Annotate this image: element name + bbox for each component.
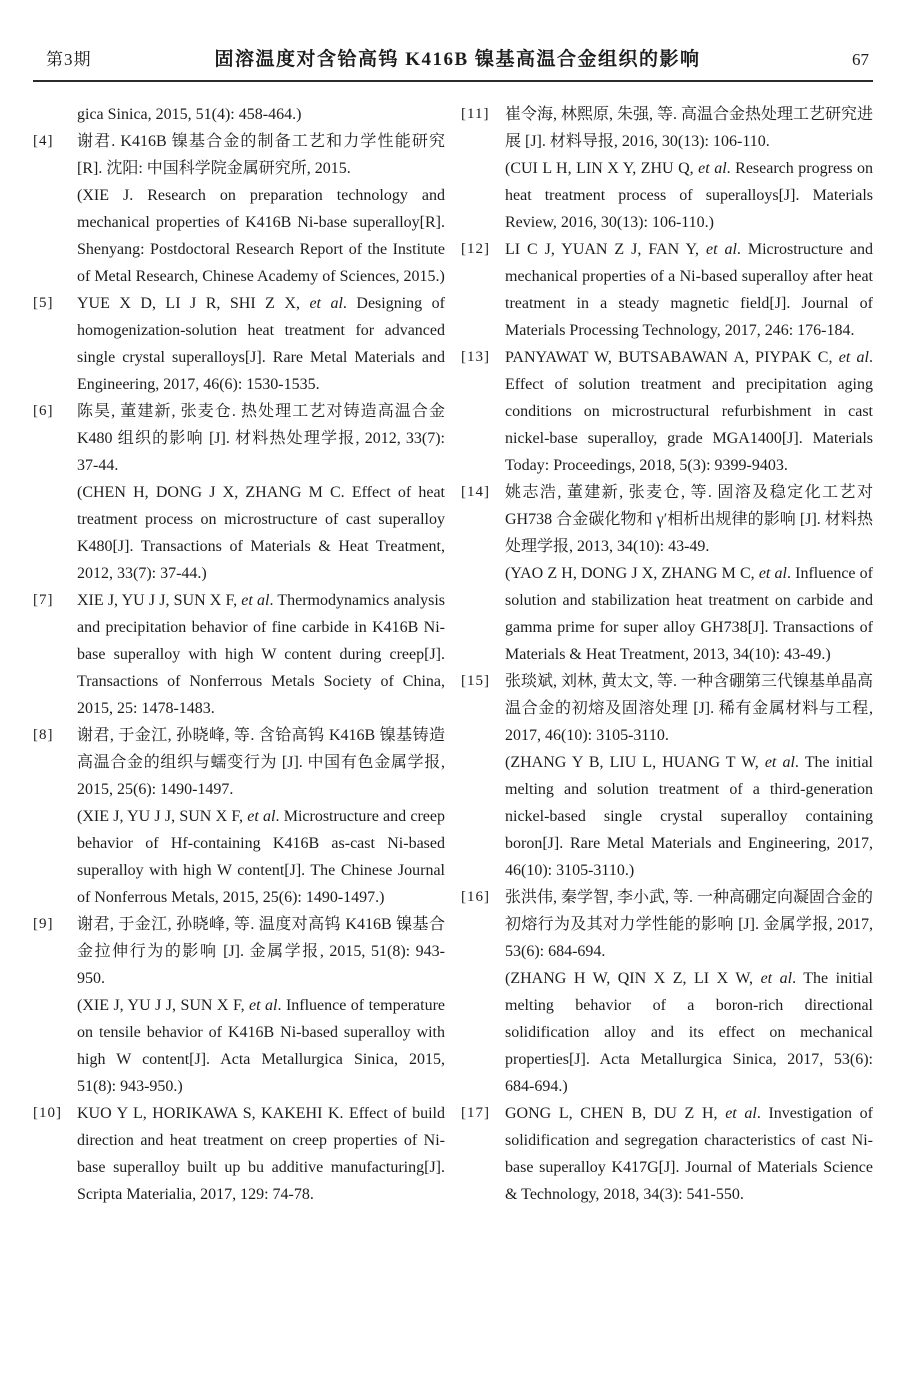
running-head: [33, 44, 873, 71]
reference-number: [15]: [461, 673, 490, 689]
references-right-column: [461, 101, 873, 1208]
reference-text: 姚志浩, 董建新, 张麦仓, 等. 固溶及稳定化工艺对 GH738 合金碳化物和 γ′相析出规律的影响 [J]. 材料热处理学报, 2013, 34(10): 43-49.: [505, 484, 873, 555]
running-title: 固溶温度对含铪高钨 K416B 镍基高温合金组织的影响: [214, 49, 701, 70]
reference-body: [77, 911, 445, 1100]
reference-text: (ZHANG H W, QIN X Z, LI X W, et al. The initial melting behavior of a boron-rich directional solidification alloy and its effect on mechanical properties[J]. Acta Metallurgica Sinica, 2017, 53(6): 684-694.): [505, 970, 873, 1095]
reference-body: [77, 1100, 445, 1208]
reference-text: 张洪伟, 秦学智, 李小武, 等. 一种高硼定向凝固合金的初熔行为及其对力学性能的影响 [J]. 金属学报, 2017, 53(6): 684-694.: [505, 889, 874, 960]
reference-body: [505, 344, 873, 479]
reference-text: (CHEN H, DONG J X, ZHANG M C. Effect of heat treatment process on microstructure of cast superalloy K480[J]. Transactions of Materials & Heat Treatment, 2012, 33(7): 37-44.): [77, 484, 445, 582]
references-section: [33, 101, 873, 1208]
reference-number: [10]: [33, 1105, 62, 1121]
reference-text: 谢君, 于金江, 孙晓峰, 等. 含铪高钨 K416B 镍基铸造高温合金的组织与蠕变行为 [J]. 中国有色金属学报, 2015, 25(6): 1490-1497.: [77, 727, 445, 798]
reference-number: [16]: [461, 889, 490, 905]
reference-entry: [33, 722, 445, 911]
reference-body: [505, 1100, 873, 1208]
reference-entry: [33, 101, 445, 128]
reference-entry: [33, 587, 445, 722]
reference-body: [505, 236, 873, 344]
reference-text: (XIE J, YU J J, SUN X F, et al. Influence of temperature on tensile behavior of K416B Ni-based superalloy with high W content[J]. Acta Metallurgica Sinica, 2015, 51(8): 943-950.): [77, 997, 445, 1095]
reference-entry: [33, 911, 445, 1100]
reference-number: [8]: [33, 727, 54, 743]
reference-entry: [33, 128, 445, 290]
reference-text: 谢君. K416B 镍基合金的制备工艺和力学性能研究 [R]. 沈阳: 中国科学院金属研究所, 2015.: [77, 133, 445, 177]
reference-text: 陈昊, 董建新, 张麦仓. 热处理工艺对铸造高温合金 K480 组织的影响 [J]. 材料热处理学报, 2012, 33(7): 37-44.: [77, 403, 445, 474]
reference-number: [6]: [33, 403, 54, 419]
reference-entry: [461, 668, 873, 884]
reference-number: [13]: [461, 349, 490, 365]
reference-text: XIE J, YU J J, SUN X F, et al. Thermodynamics analysis and precipitation behavior of fine carbide in K416B Ni-base superalloy with high W content during creep[J]. Transactions of Nonferrous Metals Society of China, 2015, 25: 1478-1483.: [77, 592, 445, 717]
reference-text: gica Sinica, 2015, 51(4): 458-464.): [77, 106, 302, 123]
reference-body: [77, 290, 445, 398]
reference-number: [5]: [33, 295, 54, 311]
header-rule: [33, 80, 873, 82]
reference-number: [14]: [461, 484, 490, 500]
reference-body: [505, 101, 873, 236]
reference-text: (CUI L H, LIN X Y, ZHU Q, et al. Research progress on heat treatment process of superalloys[J]. Materials Review, 2016, 30(13): 106-110.): [505, 160, 873, 231]
reference-entry: [33, 290, 445, 398]
reference-body: [505, 884, 873, 1100]
reference-text: (XIE J. Research on preparation technology and mechanical properties of K416B Ni-base superalloy[R]. Shenyang: Postdoctoral Research Report of the Institute of Metal Research, Chinese Academy of Sciences, 2015.): [77, 187, 445, 285]
reference-text: (YAO Z H, DONG J X, ZHANG M C, et al. Influence of solution and stabilization heat treatment on carbide and gamma prime for super alloy GH738[J]. Transactions of Materials & Heat Treatment, 2013, 34(10): 43-49.): [505, 565, 874, 663]
reference-body: [505, 668, 873, 884]
reference-number: [11]: [461, 106, 490, 122]
reference-entry: [33, 398, 445, 587]
reference-text: KUO Y L, HORIKAWA S, KAKEHI K. Effect of build direction and heat treatment on creep properties of Ni-base superalloy built up bu additive manufacturing[J]. Scripta Materialia, 2017, 129: 74-78.: [77, 1105, 445, 1203]
reference-entry: [461, 884, 873, 1100]
reference-text: (XIE J, YU J J, SUN X F, et al. Microstructure and creep behavior of Hf-containing K416B as-cast Ni-based superalloy with high W content[J]. The Chinese Journal of Nonferrous Metals, 2015, 25(6): 1490-1497.): [77, 808, 446, 906]
reference-number: [17]: [461, 1105, 490, 1121]
reference-text: (ZHANG Y B, LIU L, HUANG T W, et al. The initial melting and solution treatment of a third-generation nickel-based single crystal superalloy containing boron[J]. Rare Metal Materials and Engineering, 2017, 46(10): 3105-3110.): [505, 754, 873, 879]
reference-body: [77, 128, 445, 290]
reference-body: [77, 587, 445, 722]
reference-entry: [461, 236, 873, 344]
reference-body: [505, 479, 873, 668]
reference-text: 谢君, 于金江, 孙晓峰, 等. 温度对高钨 K416B 镍基合金拉伸行为的影响 [J]. 金属学报, 2015, 51(8): 943-950.: [77, 916, 445, 987]
reference-number: [12]: [461, 241, 490, 257]
reference-entry: [461, 1100, 873, 1208]
reference-text: 崔令海, 林熙原, 朱强, 等. 高温合金热处理工艺研究进展 [J]. 材料导报, 2016, 30(13): 106-110.: [505, 106, 874, 150]
reference-entry: [461, 479, 873, 668]
reference-text: YUE X D, LI J R, SHI Z X, et al. Designing of homogenization-solution heat treatment for advanced single crystal superalloys[J]. Rare Metal Materials and Engineering, 2017, 46(6): 1530-1535.: [77, 295, 445, 393]
reference-number: [9]: [33, 916, 54, 932]
reference-entry: [461, 101, 873, 236]
reference-body: [77, 101, 445, 128]
reference-entry: [33, 1100, 445, 1208]
reference-number: [4]: [33, 133, 54, 149]
reference-number: [7]: [33, 592, 54, 608]
page-number: 67: [852, 50, 869, 69]
reference-text: LI C J, YUAN Z J, FAN Y, et al. Microstructure and mechanical properties of a Ni-based superalloy after heat treatment in a steady magnetic field[J]. Journal of Materials Processing Technology, 2017, 246: 176-184.: [505, 241, 874, 339]
issue-label: 第3期: [46, 50, 92, 69]
reference-text: PANYAWAT W, BUTSABAWAN A, PIYPAK C, et al. Effect of solution treatment and precipitation aging conditions on microstructural refurbishment in cast nickel-base superalloy, grade MGA1400[J]. Materials Today: Proceedings, 2018, 5(3): 9399-9403.: [505, 349, 873, 474]
reference-text: GONG L, CHEN B, DU Z H, et al. Investigation of solidification and segregation characteristics of cast Ni-base superalloy K417G[J]. Journal of Materials Science & Technology, 2018, 34(3): 541-550.: [505, 1105, 873, 1203]
reference-body: [77, 398, 445, 587]
reference-entry: [461, 344, 873, 479]
reference-number: [33, 101, 77, 128]
reference-body: [77, 722, 445, 911]
reference-text: 张琰斌, 刘林, 黄太文, 等. 一种含硼第三代镍基单晶高温合金的初熔及固溶处理 [J]. 稀有金属材料与工程, 2017, 46(10): 3105-3110.: [505, 673, 874, 744]
references-left-column: [33, 101, 445, 1208]
